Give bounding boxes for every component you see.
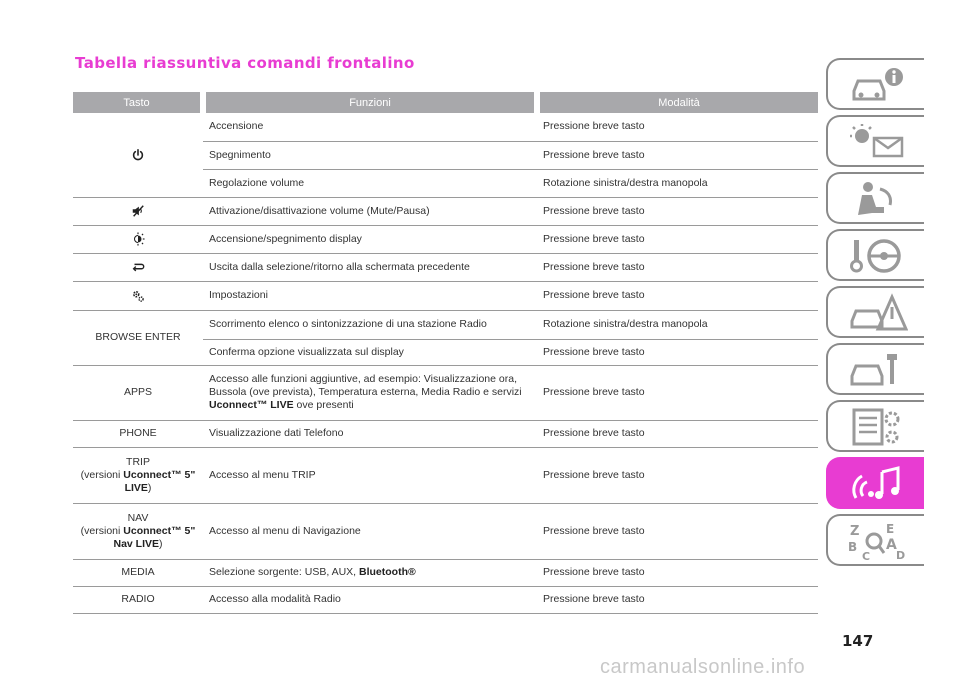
function-text: Accesso alle funzioni aggiuntive, ad esempio: Visualizzazione ora, Bussola (ove prevista), Temperatura esterna, Media Radio e servizi (209, 373, 522, 398)
car-info-icon (846, 65, 908, 105)
function-cell: Accesso al menu di Navigazione (203, 503, 537, 559)
function-cell: Spegnimento (203, 141, 537, 169)
multimedia-icon (846, 464, 908, 504)
function-cell (203, 365, 537, 420)
version-name: Uconnect™ 5" LIVE (123, 468, 196, 494)
version-name: Uconnect™ 5" Nav LIVE (113, 524, 196, 550)
table-row (73, 447, 818, 503)
key-steering-wheel-icon (846, 236, 908, 276)
svg-text:C: C (862, 550, 871, 561)
function-text-end: ove presenti (293, 399, 354, 411)
tab-index[interactable] (826, 514, 924, 566)
settings-icon (131, 289, 145, 301)
key-cell: MEDIA (73, 559, 203, 586)
car-breakdown-icon (846, 293, 908, 333)
key-cell (73, 253, 203, 281)
mode-cell: Rotazione sinistra/destra manopola (537, 169, 818, 197)
tab-warning-lights[interactable] (826, 115, 924, 167)
key-label: NAV (127, 511, 149, 524)
page-number: 147 (842, 632, 874, 650)
index-icon (846, 521, 908, 561)
version-note-end: ) (159, 537, 163, 550)
tab-maintenance[interactable] (826, 343, 924, 395)
table-row (73, 503, 818, 559)
function-cell: Impostazioni (203, 281, 537, 310)
tab-starting-driving[interactable] (826, 229, 924, 281)
controls-table (73, 92, 818, 614)
watermark: carmanualsonline.info (600, 656, 806, 678)
table-header-row (73, 92, 818, 113)
mode-cell: Pressione breve tasto (537, 253, 818, 281)
table-row (73, 310, 818, 339)
key-cell: APPS (73, 365, 203, 420)
function-cell: Visualizzazione dati Telefono (203, 420, 537, 447)
tab-car-info[interactable] (826, 58, 924, 110)
mode-cell: Pressione breve tasto (537, 503, 818, 559)
tab-emergency[interactable] (826, 286, 924, 338)
bluetooth-label: Bluetooth® (359, 566, 416, 578)
header-functions: Funzioni (203, 92, 537, 113)
key-cell: RADIO (73, 586, 203, 613)
mode-cell: Pressione breve tasto (537, 447, 818, 503)
table-row (73, 586, 818, 613)
header-key: Tasto (73, 92, 203, 113)
version-note-end: ) (147, 481, 152, 494)
mode-cell: Pressione breve tasto (537, 339, 818, 365)
key-label: TRIP (126, 455, 150, 468)
page-title: Tabella riassuntiva comandi frontalino (75, 54, 415, 72)
mode-cell: Pressione breve tasto (537, 559, 818, 586)
key-cell: PHONE (73, 420, 203, 447)
function-cell: Attivazione/disattivazione volume (Mute/Pausa) (203, 197, 537, 225)
key-cell (73, 281, 203, 310)
key-cell: BROWSE ENTER (73, 310, 203, 365)
mode-cell: Pressione breve tasto (537, 225, 818, 253)
mode-cell: Pressione breve tasto (537, 281, 818, 310)
svg-text:B: B (848, 540, 858, 554)
version-note: (versioni (80, 468, 124, 481)
function-cell: Accesso al menu TRIP (203, 447, 537, 503)
mode-cell: Pressione breve tasto (537, 586, 818, 613)
key-cell (73, 503, 203, 559)
svg-text:Z: Z (850, 524, 860, 539)
svg-text:E: E (886, 522, 895, 536)
key-cell (73, 113, 203, 197)
version-note: (versioni (80, 524, 124, 537)
key-cell (73, 447, 203, 503)
display-brightness-icon (131, 233, 145, 245)
technical-data-icon (846, 407, 908, 447)
table-row (73, 559, 818, 586)
svg-text:A: A (886, 537, 897, 553)
mute-icon (131, 205, 145, 217)
mode-cell: Pressione breve tasto (537, 365, 818, 420)
function-cell: Accensione (203, 113, 537, 141)
table-row (73, 281, 818, 310)
table-row (73, 253, 818, 281)
controls-table-container (73, 92, 818, 614)
tab-multimedia[interactable] (826, 457, 924, 509)
tab-safety[interactable] (826, 172, 924, 224)
key-cell (73, 197, 203, 225)
function-cell: Accesso alla modalità Radio (203, 586, 537, 613)
table-row (73, 420, 818, 447)
function-cell: Accensione/spegnimento display (203, 225, 537, 253)
table-row (73, 197, 818, 225)
key-cell (73, 225, 203, 253)
mode-cell: Rotazione sinistra/destra manopola (537, 310, 818, 339)
warning-light-message-icon (846, 122, 908, 162)
svg-text:D: D (896, 549, 906, 561)
function-cell: Scorrimento elenco o sintonizzazione di una stazione Radio (203, 310, 537, 339)
seat-belt-airbag-icon (846, 179, 908, 219)
table-row (73, 113, 818, 141)
table-row (73, 365, 818, 420)
tab-technical-data[interactable] (826, 400, 924, 452)
mode-cell: Pressione breve tasto (537, 141, 818, 169)
header-modes: Modalità (537, 92, 818, 113)
back-arrow-icon (131, 261, 145, 273)
mode-cell: Pressione breve tasto (537, 113, 818, 141)
function-cell: Uscita dalla selezione/ritorno alla schermata precedente (203, 253, 537, 281)
mode-cell: Pressione breve tasto (537, 420, 818, 447)
car-maintenance-icon (846, 350, 908, 390)
power-icon (131, 149, 145, 161)
mode-cell: Pressione breve tasto (537, 197, 818, 225)
function-cell (203, 559, 537, 586)
chapter-tabs (826, 58, 928, 571)
function-cell: Regolazione volume (203, 169, 537, 197)
function-cell: Conferma opzione visualizzata sul display (203, 339, 537, 365)
uconnect-live-label: Uconnect™ LIVE (209, 399, 294, 411)
function-text: Selezione sorgente: USB, AUX, (209, 566, 359, 578)
table-row (73, 225, 818, 253)
